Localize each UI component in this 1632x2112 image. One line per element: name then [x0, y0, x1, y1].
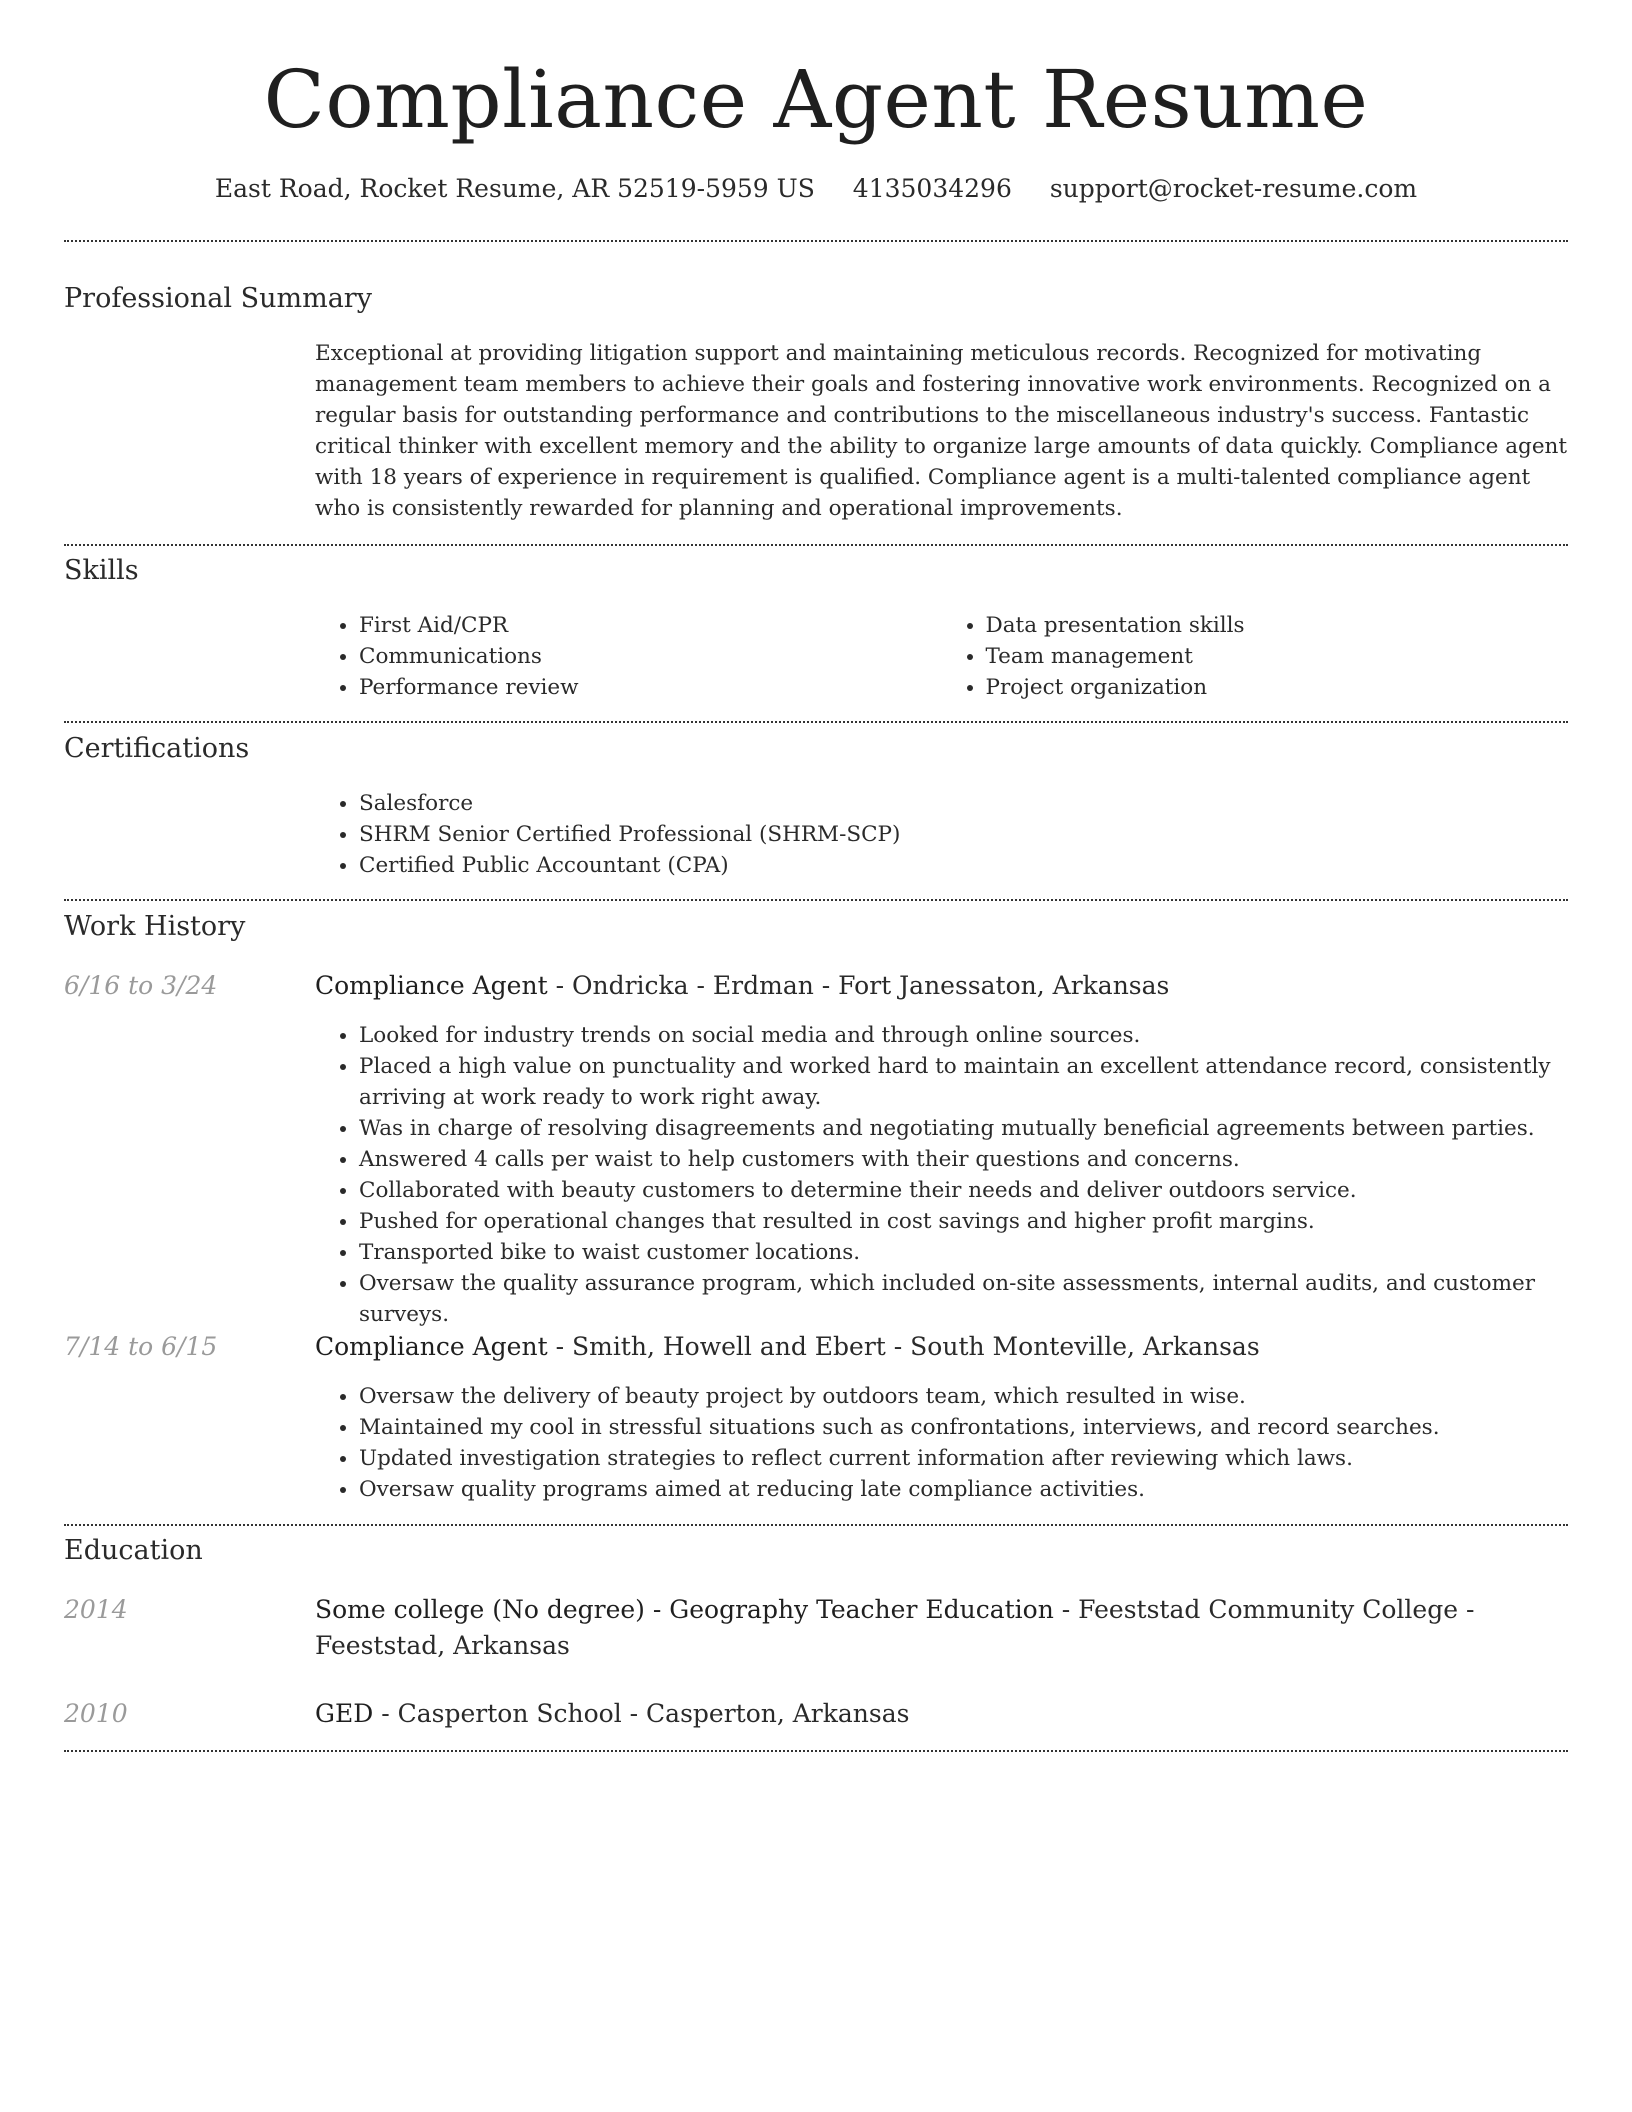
section-divider — [64, 544, 1568, 546]
skill-item: • Team management — [986, 641, 1569, 672]
summary-heading: Professional Summary — [64, 283, 372, 314]
contact-email: support@rocket-resume.com — [1049, 174, 1418, 203]
education-school: - Feeststad Community College - Feeststad, Arkansas — [315, 1595, 1475, 1660]
job-bullet: • Looked for industry trends on social media and through online sources. — [359, 1020, 1568, 1051]
education-school: - Casperton School - Casperton, Arkansas — [373, 1699, 910, 1728]
education-entry — [315, 1592, 1568, 1664]
contact-phone: 4135034296 — [852, 174, 1012, 203]
skills-column-right — [942, 610, 1569, 703]
work-history-heading: Work History — [64, 911, 246, 942]
job-bullet: • Pushed for operational changes that resulted in cost savings and higher profit margins. — [359, 1206, 1568, 1237]
education-year: 2010 — [64, 1699, 128, 1728]
summary-text: Exceptional at providing litigation support and maintaining meticulous records. Recognized for motivating management team members to achieve their goals and fostering innovative work environments. Recognized on a regular basis for outstanding performance and contributions to the miscellaneous industry's success. Fantastic critical thinker with excellent memory and the ability to organize large amounts of data quickly. Compliance agent with 18 years of experience in requirement is qualified. Compliance agent is a multi-talented compliance agent who is consistently rewarded for planning and operational improvements. — [315, 341, 1568, 521]
skill-item: • First Aid/CPR — [359, 610, 942, 641]
skill-item: • Performance review — [359, 672, 942, 703]
certification-item: • SHRM Senior Certified Professional (SHRM-SCP) — [359, 819, 1568, 850]
job-bullets — [315, 1020, 1568, 1330]
resume-title: Compliance Agent Resume — [263, 53, 1369, 146]
contact-line — [64, 172, 1568, 206]
education-degree: Some college (No degree) - Geography Teacher Education — [315, 1595, 1054, 1624]
skill-item: • Data presentation skills — [986, 610, 1569, 641]
job-title — [315, 968, 1568, 1004]
skill-item: • Project organization — [986, 672, 1569, 703]
education-heading: Education — [64, 1535, 203, 1566]
job-role: Compliance Agent — [315, 971, 548, 1000]
job-bullets — [315, 1381, 1568, 1505]
section-divider — [64, 1524, 1568, 1526]
skills-heading: Skills — [64, 555, 139, 586]
certifications-heading: Certifications — [64, 733, 250, 764]
job-employer: - Smith, Howell and Ebert - South Monteville, Arkansas — [547, 1332, 1260, 1361]
job-bullet: • Collaborated with beauty customers to determine their needs and deliver outdoors service. — [359, 1175, 1568, 1206]
job-bullet: • Placed a high value on punctuality and worked hard to maintain an excellent attendance record, consistently arriving at work ready to work right away. — [359, 1051, 1568, 1113]
job-dates: 6/16 to 3/24 — [64, 971, 218, 1000]
job-bullet: • Oversaw quality programs aimed at reducing late compliance activities. — [359, 1474, 1568, 1505]
job-bullet: • Was in charge of resolving disagreements and negotiating mutually beneficial agreements between parties. — [359, 1113, 1568, 1144]
contact-address: East Road, Rocket Resume, AR 52519-5959 US — [214, 174, 815, 203]
education-year: 2014 — [64, 1595, 128, 1624]
job-employer: - Ondricka - Erdman - Fort Janessaton, Arkansas — [547, 971, 1170, 1000]
job-bullet: • Updated investigation strategies to reflect current information after reviewing which laws. — [359, 1443, 1568, 1474]
education-entry — [315, 1696, 1568, 1732]
job-title — [315, 1329, 1568, 1365]
job-bullet: • Transported bike to waist customer locations. — [359, 1237, 1568, 1268]
job-bullet: • Oversaw the delivery of beauty project by outdoors team, which resulted in wise. — [359, 1381, 1568, 1412]
certifications-list — [315, 788, 1568, 881]
job-dates: 7/14 to 6/15 — [64, 1332, 218, 1361]
skill-item: • Communications — [359, 641, 942, 672]
education-degree: GED — [315, 1699, 374, 1728]
certification-item: • Salesforce — [359, 788, 1568, 819]
section-divider — [64, 1750, 1568, 1752]
job-bullet: • Answered 4 calls per waist to help customers with their questions and concerns. — [359, 1144, 1568, 1175]
job-bullet: • Oversaw the quality assurance program, which included on-site assessments, internal audits, and customer surveys. — [359, 1268, 1568, 1330]
section-divider — [64, 240, 1568, 242]
summary-section — [315, 338, 1568, 524]
section-divider — [64, 721, 1568, 723]
job-role: Compliance Agent — [315, 1332, 548, 1361]
job-bullet: • Maintained my cool in stressful situations such as confrontations, interviews, and record searches. — [359, 1412, 1568, 1443]
certification-item: • Certified Public Accountant (CPA) — [359, 850, 1568, 881]
skills-column-left — [315, 610, 942, 703]
section-divider — [64, 899, 1568, 901]
skills-list — [315, 610, 1568, 703]
